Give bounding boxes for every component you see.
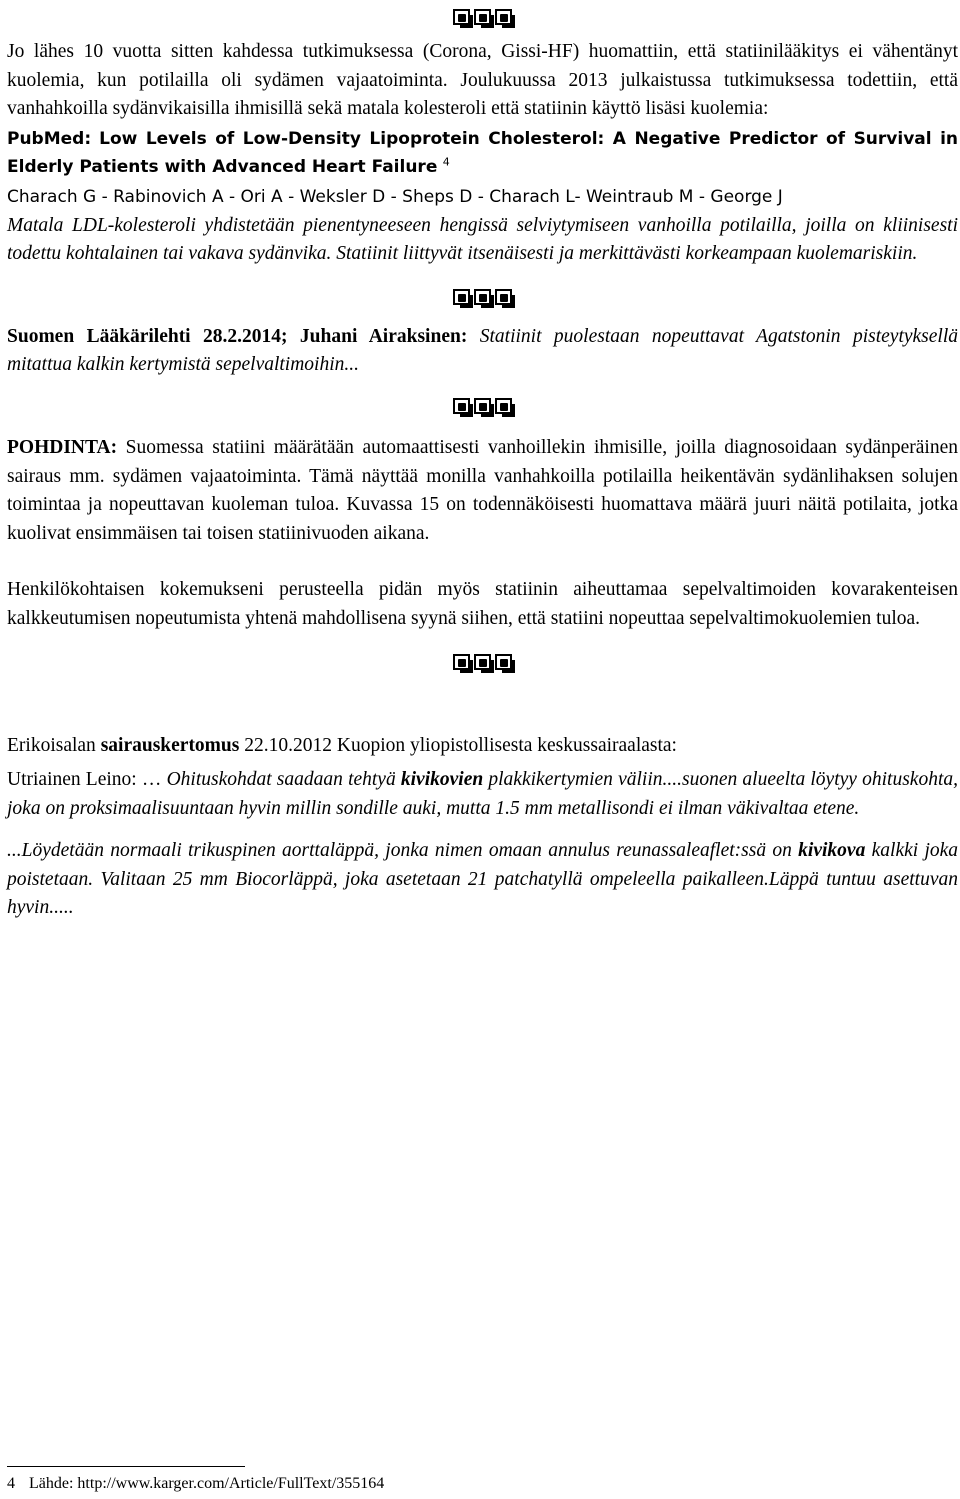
case-q2-bold: kivikova <box>798 840 866 862</box>
pohdinta-paragraph <box>7 434 958 548</box>
section-separator <box>7 648 958 678</box>
case-intro-a: Erikoisalan <box>7 734 96 756</box>
intro-text: Jo lähes 10 vuotta sitten kahdessa tutkimuksessa (Corona, Gissi-HF) huomattiin, että statiinilääkitys ei vähentänyt kuolemia, kun potilailla oli sydämen vajaatoiminta. Joulukuussa 2013 julkaistussa tutkimuksessa todettiin, että vanhahkoilla sydänvikaisilla ihmisillä sekä matala kolesteroli että statiinin käyttö lisäsi kuolemia: <box>7 41 958 120</box>
checkbox-glyph-icon <box>495 654 512 670</box>
case-q2-b: kalkki joka poistetaan. Valitaan 25 mm Biocorläppä, joka asetetaan 21 patchatyllä ompeleella paikalleen.Läppä tuntuu asettuvan hyvin..... <box>7 840 959 919</box>
case-intro <box>7 732 958 761</box>
footnote-reference: 4 <box>442 155 450 169</box>
pubmed-title: Low Levels of Low-Density Lipoprotein Cholesterol: A Negative Predictor of Survival in Elderly Patients with Advanced Heart Failure <box>7 128 958 178</box>
laakarilehti-citation <box>7 323 958 380</box>
pohdinta-label: POHDINTA: <box>7 436 118 458</box>
pubmed-authors <box>7 183 958 212</box>
checkbox-glyph-icon <box>474 9 491 25</box>
personal-paragraph <box>7 576 958 633</box>
checkbox-glyph-icon <box>474 398 491 414</box>
checkbox-glyph-icon <box>453 654 470 670</box>
section-separator <box>7 283 958 313</box>
checkbox-glyph-icon <box>453 398 470 414</box>
case-q1-a: Ohituskohdat saadaan tehtyä <box>166 769 396 791</box>
section-separator <box>7 2 958 32</box>
checkbox-glyph-icon <box>453 9 470 25</box>
case-ellipsis: … <box>141 769 162 791</box>
case-quote-1 <box>7 766 958 823</box>
case-q1-bold: kivikovien <box>400 769 484 791</box>
laakarilehti-source: Suomen Lääkärilehti 28.2.2014; Juhani Airaksinen: <box>7 325 468 347</box>
footnote-text: Lähde: http://www.karger.com/Article/FullText/355164 <box>29 1475 385 1492</box>
checkbox-glyph-icon <box>495 398 512 414</box>
case-intro-bold: sairauskertomus <box>100 734 240 756</box>
personal-text: Henkilökohtaisen kokemukseni perusteella pidän myös statiinin aiheuttamaa sepelvaltimoiden kovarakenteisen kalkkeutumisen nopeutumista yhtenä mahdollisena syynä siihen, että statiini nopeuttaa sepelvaltimokuolemien tuloa. <box>7 579 958 629</box>
case-speaker: Utriainen Leino: <box>7 769 137 791</box>
checkbox-glyph-icon <box>474 654 491 670</box>
case-intro-b: 22.10.2012 Kuopion yliopistollisesta keskussairaalasta: <box>244 734 677 756</box>
checkbox-glyph-icon <box>495 9 512 25</box>
laakarilehti-title: Statiinit puolestaan nopeuttavat Agatstonin pisteytyksellä mitattua kalkin kertymistä sepelvaltimoihin... <box>7 325 959 376</box>
footnote <box>7 1474 384 1494</box>
case-q2-a: ...Löydetään normaali trikuspinen aorttaläppä, jonka nimen omaan annulus reunassaleaflet:ssä on <box>7 840 792 862</box>
pubmed-citation <box>7 125 958 182</box>
section-separator <box>7 392 958 422</box>
footnote-number: 4 <box>7 1475 15 1492</box>
footnote-divider <box>7 1466 245 1467</box>
intro-paragraph <box>7 38 958 124</box>
pohdinta-text: Suomessa statiini määrätään automaattisesti vanhoillekin ihmisille, joilla diagnosoidaan sydänperäinen sairaus mm. sydämen vajaatoiminta. Tämä näyttää monilla vanhahkoilla potilailla heikentävän sydänlihaksen solujen toimintaa ja nopeuttavan kuoleman tuloa. Kuvassa 15 on todennäköisesti huomattava määrä juuri näitä potilaita, jotka kuolivat ensimmäisen tai toisen statiinivuoden aikana. <box>7 436 958 544</box>
checkbox-glyph-icon <box>474 289 491 305</box>
summary-text: Matala LDL-kolesteroli yhdistetään pienentyneeseen hengissä selviytymiseen vanhoilla potilailla, joilla on kliinisesti todettu kohtalainen tai vakava sydänvika. Statiinit liittyvät itsenäisesti ja merkittävästi korkeampaan kuolemariskiin. <box>7 214 958 265</box>
case-quote-2 <box>7 837 958 923</box>
checkbox-glyph-icon <box>453 289 470 305</box>
pubmed-summary <box>7 212 958 269</box>
pubmed-prefix: PubMed: <box>7 128 92 149</box>
case-q1-b: plakkikertymien väliin....suonen alueelta löytyy ohituskohta, joka on proksimaalisuuntaan hyvin millin sondille auki, mutta 1.5 mm metallisondi ei ilman väkivaltaa etene. <box>7 769 958 819</box>
authors-text: Charach G - Rabinovich A - Ori A - Weksler D - Sheps D - Charach L- Weintraub M - George J <box>7 186 783 207</box>
document-page <box>7 0 958 923</box>
checkbox-glyph-icon <box>495 289 512 305</box>
